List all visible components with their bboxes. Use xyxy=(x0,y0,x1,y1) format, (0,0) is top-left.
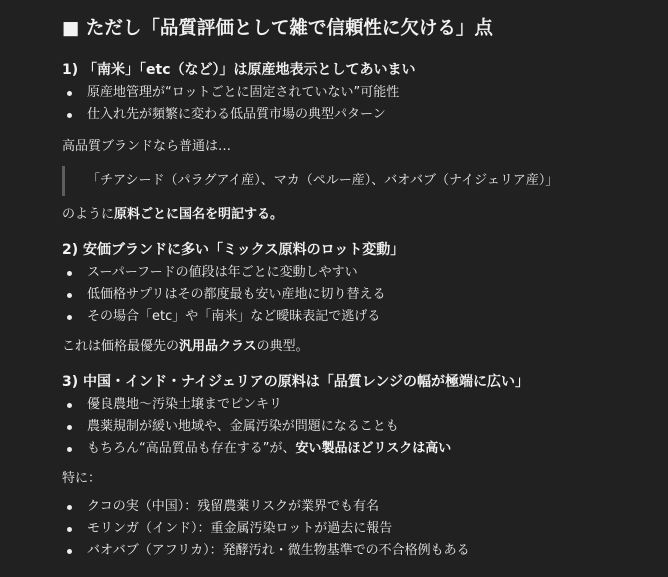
list-item xyxy=(62,438,628,460)
list-item xyxy=(62,104,628,126)
page-title: ■ ただし「品質評価として雑で信頼性に欠ける」点 xyxy=(62,18,493,39)
list-item-bold-text: 安い製品ほどリスクは高い xyxy=(295,441,452,456)
list-item xyxy=(62,416,628,438)
list-item-text: スーパーフードの値段は年ごとに変動しやすい xyxy=(87,265,358,280)
outro-text-end: の典型。 xyxy=(256,339,309,354)
section-3-examples xyxy=(62,496,628,562)
list-item xyxy=(62,284,628,306)
bullet-icon xyxy=(67,447,72,452)
bullet-icon xyxy=(67,425,72,430)
section-2-heading: 2) 安価ブランドに多い「ミックス原料のロット変動」 xyxy=(62,242,405,258)
section-1-outro xyxy=(62,204,628,226)
list-item-text: 優良農地〜汚染土壌までピンキリ xyxy=(87,397,283,412)
section-2-list xyxy=(62,262,628,328)
list-item-text: バオバブ（アフリカ）：発酵汚れ・微生物基準での不合格例もある xyxy=(87,543,470,558)
bullet-icon xyxy=(67,549,72,554)
list-item-text: もちろん“高品質品も存在する”が、 xyxy=(87,441,296,456)
section-1-heading: 1) 「南米」「etc（など）」は原産地表示としてあいまい xyxy=(62,62,416,78)
outro-bold-text: 原料ごとに国名を明記する。 xyxy=(114,207,284,222)
bullet-icon xyxy=(67,91,72,96)
list-item xyxy=(62,82,628,104)
list-item-text: モリンガ（インド）：重金属汚染ロットが過去に報告 xyxy=(87,521,393,536)
list-item-text: クコの実（中国）：残留農薬リスクが業界でも有名 xyxy=(87,499,379,514)
list-item-text: 農薬規制が緩い地域や、金属汚染が問題になることも xyxy=(87,419,399,434)
list-item xyxy=(62,262,628,284)
list-item xyxy=(62,306,628,328)
bullet-icon xyxy=(67,113,72,118)
blockquote: 「チアシード（パラグアイ産）、マカ（ペルー産）、バオバブ（ナイジェリア産）」 xyxy=(62,166,628,196)
bullet-icon xyxy=(67,271,72,276)
list-item xyxy=(62,496,628,518)
bullet-icon xyxy=(67,403,72,408)
outro-bold-text: 汎用品クラス xyxy=(179,339,257,354)
section-1-intro: 高品質ブランドなら普通は… xyxy=(62,139,232,154)
section-3-list xyxy=(62,394,628,460)
bullet-icon xyxy=(67,505,72,510)
list-item-text: その場合「etc」や「南米」など曖昧表記で逃げる xyxy=(87,309,381,324)
outro-text: これは価格最優先の xyxy=(62,339,180,354)
section-1-list xyxy=(62,82,628,126)
section-2-outro xyxy=(62,336,628,358)
list-item xyxy=(62,540,628,562)
outro-text: のように xyxy=(62,207,115,222)
list-item xyxy=(62,518,628,540)
section-3-heading: 3) 中国・インド・ナイジェリアの原料は「品質レンジの幅が極端に広い」 xyxy=(62,374,530,390)
section-3-particular: 特に： xyxy=(62,471,102,486)
list-item-text: 仕入れ先が頻繁に変わる低品質市場の典型パターン xyxy=(87,107,386,122)
bullet-icon xyxy=(67,527,72,532)
list-item-text: 原産地管理が“ロットごとに固定されていない”可能性 xyxy=(87,85,400,100)
list-item-text: 低価格サプリはその都度最も安い産地に切り替える xyxy=(87,287,386,302)
list-item xyxy=(62,394,628,416)
bullet-icon xyxy=(67,315,72,320)
bullet-icon xyxy=(67,293,72,298)
